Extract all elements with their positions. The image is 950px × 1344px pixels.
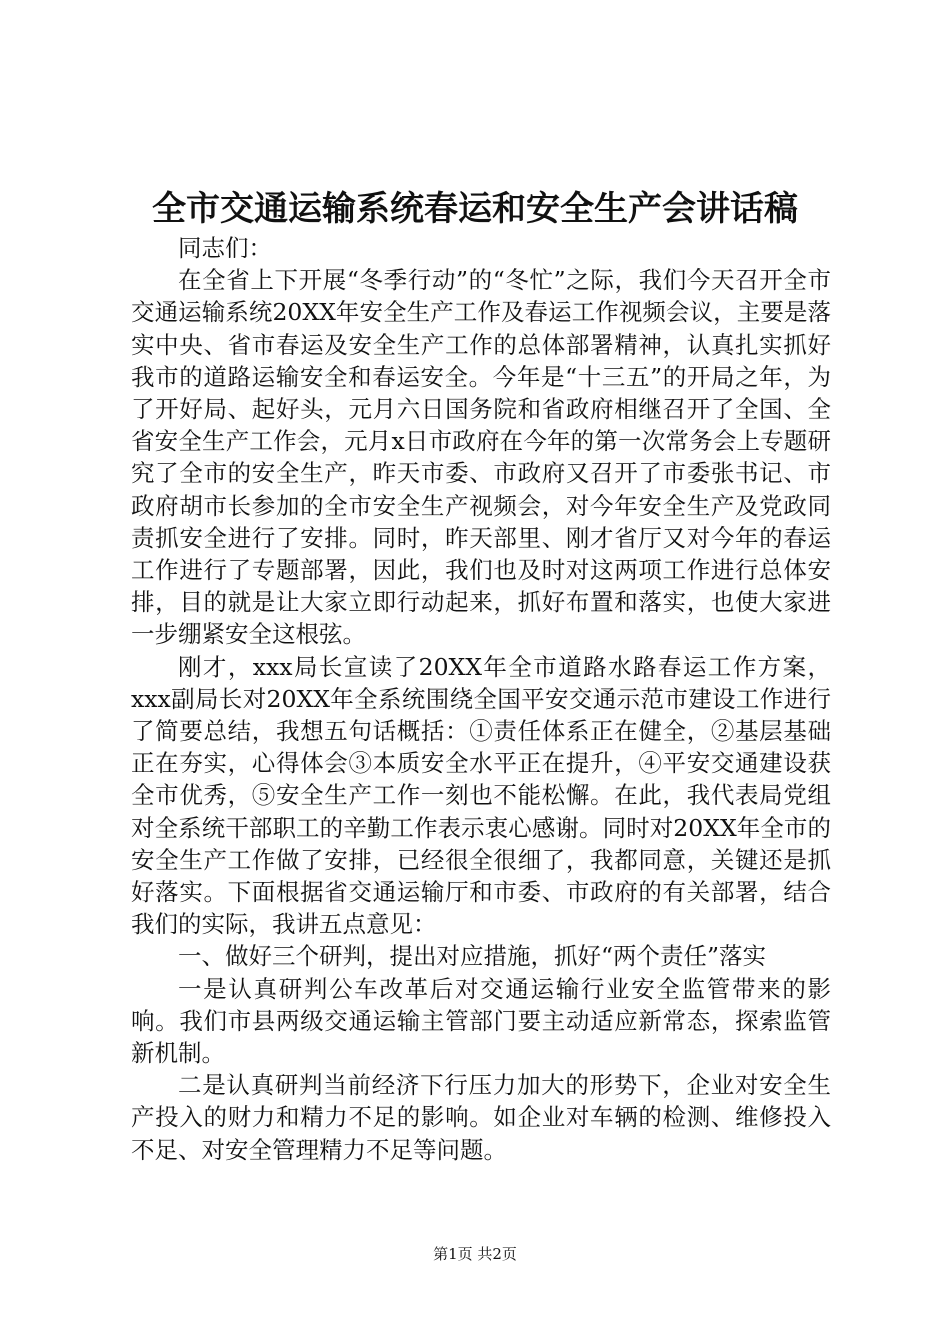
body-paragraph: 二是认真研判当前经济下行压力加大的形势下，企业对安全生产投入的财力和精力不足的影响。如企业对车辆的检测、维修投入不足、对安全管理精力不足等问题。 — [131, 1071, 831, 1164]
document-title: 全市交通运输系统春运和安全生产会讲话稿 — [152, 189, 798, 229]
body-paragraph: 刚才，xxx局长宣读了20XX年全市道路水路春运工作方案，xxx副局长对20XX年全系统围绕全国平安交通示范市建设工作进行了简要总结，我想五句话概括：①责任体系正在健全，②基层基础正在夯实，心得体会③本质安全水平正在提升，④平安交通建设获全市优秀，⑤安全生产工作一刻也不能松懈。在此，我代表局党组对全系统干部职工的辛勤工作表示衷心感谢。同时对20XX年全市的安全生产工作做了安排，已经很全很细了，我都同意，关键还是抓好落实。下面根据省交通运输厅和市委、市政府的有关部署，结合我们的实际，我讲五点意见： — [131, 652, 831, 939]
section-heading: 一、做好三个研判，提出对应措施，抓好“两个责任”落实 — [178, 942, 767, 971]
body-paragraph: 在全省上下开展“冬季行动”的“冬忙”之际，我们今天召开全市交通运输系统20XX年安全生产工作及春运工作视频会议，主要是落实中央、省市春运及安全生产工作的总体部署精神，认真扎实抓好我市的道路运输安全和春运安全。今年是“十三五”的开局之年，为了开好局、起好头，元月六日国务院和省政府相继召开了全国、全省安全生产工作会，元月x日市政府在今年的第一次常务会上专题研究了全市的安全生产，昨天市委、市政府又召开了市委张书记、市政府胡市长参加的全市安全生产视频会，对今年安全生产及党政同责抓安全进行了安排。同时，昨天部里、刚才省厅又对今年的春运工作进行了专题部署，因此，我们也及时对这两项工作进行总体安排，目的就是让大家立即行动起来，抓好布置和落实，也使大家进一步绷紧安全这根弦。 — [131, 266, 831, 649]
salutation-paragraph: 同志们： — [178, 234, 272, 262]
body-paragraph: 一是认真研判公车改革后对交通运输行业安全监管带来的影响。我们市县两级交通运输主管部门要主动适应新常态，探索监管新机制。 — [131, 974, 831, 1068]
page-footer: 第1页 共2页 — [433, 1245, 517, 1263]
document-body — [131, 232, 831, 1166]
